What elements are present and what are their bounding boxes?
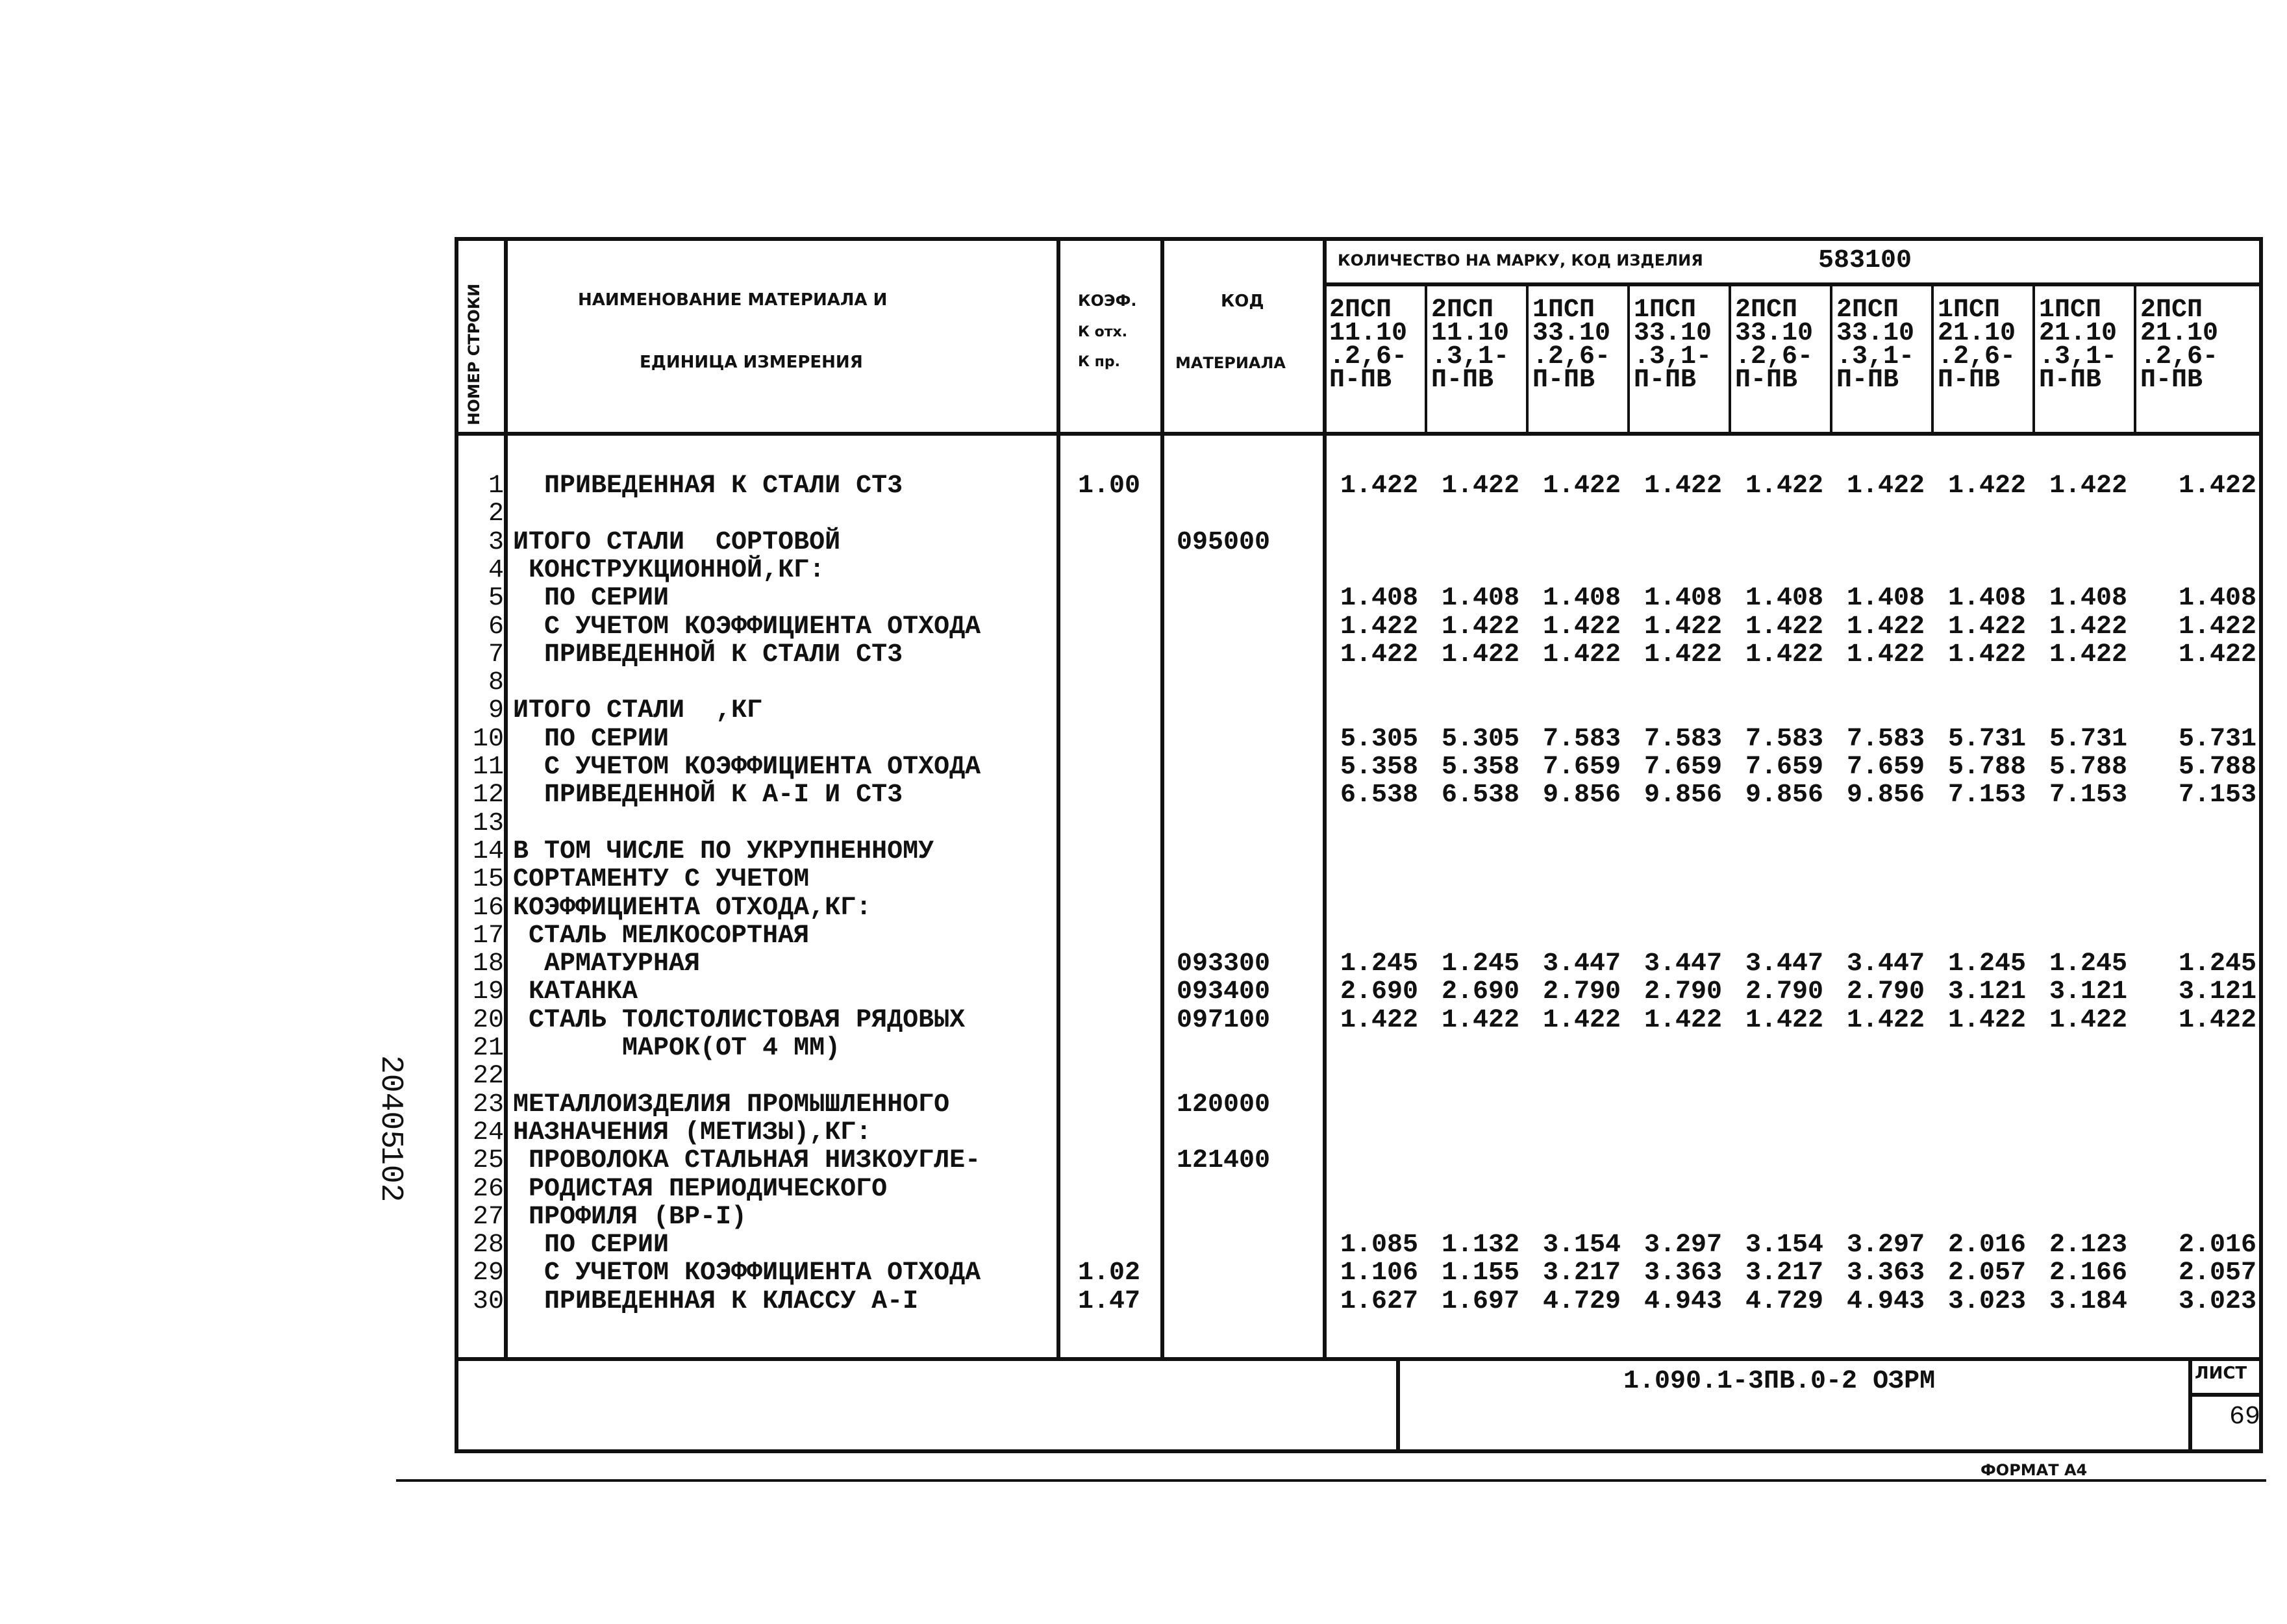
quantity-value: 5.731	[2178, 724, 2256, 754]
quantity-value: 1.422	[2049, 640, 2127, 669]
quantity-value: 3.217	[1745, 1258, 1823, 1288]
quantity-value: 3.447	[1846, 949, 1925, 979]
mark-label-line: П-ПВ	[1431, 366, 1494, 395]
quantity-value: 1.422	[1745, 612, 1823, 642]
row-number: 25	[472, 1146, 504, 1176]
row-number: 27	[472, 1202, 504, 1232]
mark-label-line: 1ПСП	[1938, 295, 2001, 325]
coef-header-line2: К отх.	[1078, 324, 1128, 340]
quantity-value: 1.106	[1340, 1258, 1418, 1288]
row-number: 21	[472, 1034, 504, 1063]
quantity-value: 9.856	[1846, 781, 1925, 810]
row-number: 11	[472, 753, 504, 782]
mark-label-line: 21.10	[1938, 319, 2016, 348]
quantity-value: 3.447	[1745, 949, 1823, 979]
material-name: С УЧЕТОМ КОЭФФИЦИЕНТА ОТХОДА	[513, 753, 981, 782]
quantity-value: 1.408	[1745, 584, 1823, 614]
quantity-value: 1.245	[1441, 949, 1519, 979]
quantity-value: 2.166	[2049, 1258, 2127, 1288]
row-number: 22	[472, 1062, 504, 1092]
title-block-divider	[1396, 1357, 1400, 1453]
row-number: 28	[472, 1230, 504, 1260]
quantity-value: 1.422	[1947, 471, 2026, 501]
row-number: 12	[472, 781, 504, 810]
mark-column-divider	[1830, 282, 1832, 432]
material-name: АРМАТУРНАЯ	[513, 949, 701, 979]
quantity-value: 3.121	[2049, 977, 2127, 1007]
material-name: КОЭФФИЦИЕНТА ОТХОДА,КГ:	[513, 893, 872, 923]
material-name: ПО СЕРИИ	[513, 1230, 669, 1260]
quantity-value: 3.121	[2178, 977, 2256, 1007]
mark-label-line: 1ПСП	[1634, 295, 1697, 325]
material-name: ПРИВЕДЕННАЯ К СТАЛИ СТ3	[513, 471, 903, 501]
coef-header-line1: КОЭФ.	[1078, 292, 1137, 310]
quantity-value: 1.245	[2049, 949, 2127, 979]
material-name: С УЧЕТОМ КОЭФФИЦИЕНТА ОТХОДА	[513, 1258, 981, 1288]
inventory-number: 20405	[373, 1055, 408, 1149]
quantity-value: 5.731	[2049, 724, 2127, 754]
quantity-value: 1.422	[1846, 1005, 1925, 1035]
mark-label-line: .3,1-	[1634, 342, 1712, 371]
mark-label-line: .2,6-	[2140, 342, 2219, 371]
quantity-value: 5.358	[1340, 753, 1418, 782]
title-block-top	[455, 1357, 2263, 1361]
quantity-value: 7.153	[2178, 781, 2256, 810]
row-number: 6	[488, 612, 504, 642]
mark-column-divider	[1627, 282, 1630, 432]
mark-label-line: 33.10	[1532, 319, 1611, 348]
mark-column-divider	[1729, 282, 1731, 432]
material-name: РОДИСТАЯ ПЕРИОДИЧЕСКОГО	[513, 1174, 888, 1204]
quantity-value: 3.297	[1846, 1230, 1925, 1260]
material-name: ПО СЕРИИ	[513, 584, 669, 614]
quantity-value: 7.583	[1643, 724, 1722, 754]
mark-label-line: П-ПВ	[2039, 366, 2102, 395]
mark-label-line: П-ПВ	[2140, 366, 2203, 395]
quantity-value: 1.422	[1846, 471, 1925, 501]
material-name: ИТОГО СТАЛИ ,КГ	[513, 696, 763, 726]
sheet-cell-divider	[2188, 1357, 2192, 1453]
quantity-value: 9.856	[1643, 781, 1722, 810]
material-name: СТАЛЬ МЕЛКОСОРТНАЯ	[513, 921, 810, 951]
format-label: ФОРМАТ А4	[1981, 1461, 2088, 1479]
mark-label-line: 2ПСП	[1836, 295, 1899, 325]
quantity-value: 3.154	[1745, 1230, 1823, 1260]
mark-label-line: .3,1-	[1431, 342, 1510, 371]
quantity-value: 1.422	[1542, 640, 1621, 669]
mark-label-line: .2,6-	[1532, 342, 1611, 371]
col-divider-coef	[1160, 237, 1164, 1357]
material-name: ПРОФИЛЯ (ВР-I)	[513, 1202, 747, 1232]
mark-label-line: 33.10	[1836, 319, 1915, 348]
quantity-value: 1.245	[2178, 949, 2256, 979]
quantity-value: 1.245	[1340, 949, 1418, 979]
quantity-value: 7.659	[1643, 753, 1722, 782]
quantity-value: 1.408	[1947, 584, 2026, 614]
quantity-value: 3.363	[1643, 1258, 1722, 1288]
document-designation: 1.090.1-3ПВ.0-2 ОЗРМ	[1623, 1367, 1936, 1396]
quantity-value: 5.358	[1441, 753, 1519, 782]
quantity-value: 1.422	[1643, 1005, 1722, 1035]
header-bottom-line	[455, 432, 2263, 436]
quantity-value: 1.085	[1340, 1230, 1418, 1260]
row-number: 3	[488, 527, 504, 557]
mark-label-line: 1ПСП	[1532, 295, 1595, 325]
quantity-value: 1.422	[1340, 1005, 1418, 1035]
coef-header-line3: К пр.	[1078, 354, 1120, 370]
mark-label-line: .3,1-	[2039, 342, 2118, 371]
row-number: 15	[472, 865, 504, 895]
quantity-value: 2.790	[1846, 977, 1925, 1007]
quantity-value: 1.408	[1643, 584, 1722, 614]
quantity-value: 1.422	[1340, 612, 1418, 642]
quantity-value: 7.659	[1745, 753, 1823, 782]
material-name: ПРОВОЛОКА СТАЛЬНАЯ НИЗКОУГЛЕ-	[513, 1146, 981, 1176]
frame-right	[2259, 237, 2263, 1453]
sheet-label: ЛИСТ	[2195, 1364, 2247, 1383]
quantity-value: 1.422	[2049, 1005, 2127, 1035]
quantity-value: 3.363	[1846, 1258, 1925, 1288]
quantity-value: 3.217	[1542, 1258, 1621, 1288]
qty-header-line	[1323, 282, 2263, 286]
quantity-value: 4.943	[1846, 1286, 1925, 1316]
quantity-value: 2.016	[1947, 1230, 2026, 1260]
quantity-value: 2.690	[1441, 977, 1519, 1007]
row-number: 20	[472, 1005, 504, 1035]
quantity-value: 1.422	[1745, 1005, 1823, 1035]
quantity-value: 4.943	[1643, 1286, 1722, 1316]
quantity-value: 1.422	[1542, 1005, 1621, 1035]
quantity-value: 1.422	[2049, 612, 2127, 642]
quantity-value: 3.447	[1542, 949, 1621, 979]
quantity-value: 1.408	[1340, 584, 1418, 614]
quantity-value: 1.422	[1947, 612, 2026, 642]
row-number: 30	[472, 1286, 504, 1316]
quantity-value: 1.422	[1846, 640, 1925, 669]
row-number: 29	[472, 1258, 504, 1288]
code-header-line2: МАТЕРИАЛА	[1175, 354, 1286, 372]
quantity-value: 1.422	[2178, 612, 2256, 642]
quantity-value: 1.422	[1441, 640, 1519, 669]
row-number: 19	[472, 977, 504, 1007]
material-name: КОНСТРУКЦИОННОЙ,КГ:	[513, 555, 825, 585]
quantity-value: 7.153	[1947, 781, 2026, 810]
name-header-line1: НАИМЕНОВАНИЕ МАТЕРИАЛА И	[578, 290, 888, 310]
mark-column-divider	[1425, 282, 1427, 432]
mark-label-line: П-ПВ	[1836, 366, 1899, 395]
frame-top	[455, 237, 2263, 241]
quantity-value: 6.538	[1340, 781, 1418, 810]
mark-label-line: 11.10	[1329, 319, 1408, 348]
margin-sheet-ref: 102	[373, 1146, 408, 1203]
product-code: 583100	[1818, 246, 1912, 275]
quantity-value: 1.627	[1340, 1286, 1418, 1316]
quantity-value: 1.422	[2178, 471, 2256, 501]
mark-label-line: 2ПСП	[2140, 295, 2203, 325]
row-number: 1	[488, 471, 504, 501]
quantity-value: 4.729	[1745, 1286, 1823, 1316]
material-code: 120000	[1177, 1090, 1271, 1119]
row-number: 14	[472, 836, 504, 866]
quantity-value: 1.422	[1643, 612, 1722, 642]
mark-label-line: .2,6-	[1938, 342, 2016, 371]
row-number: 9	[488, 696, 504, 726]
row-number: 18	[472, 949, 504, 979]
quantity-value: 5.788	[1947, 753, 2026, 782]
mark-label-line: П-ПВ	[1735, 366, 1798, 395]
quantity-value: 3.154	[1542, 1230, 1621, 1260]
quantity-value: 1.422	[1441, 471, 1519, 501]
quantity-value: 2.690	[1340, 977, 1418, 1007]
material-code: 097100	[1177, 1005, 1271, 1035]
material-name: ИТОГО СТАЛИ СОРТОВОЙ	[513, 527, 841, 557]
material-name: ПРИВЕДЕННАЯ К КЛАССУ А-I	[513, 1286, 919, 1316]
name-header-line2: ЕДИНИЦА ИЗМЕРЕНИЯ	[640, 353, 863, 372]
mark-label-line: П-ПВ	[1532, 366, 1595, 395]
row-number: 10	[472, 724, 504, 754]
quantity-value: 1.422	[2049, 471, 2127, 501]
mark-column-divider	[2134, 282, 2136, 432]
quantity-value: 5.788	[2178, 753, 2256, 782]
quantity-value: 5.788	[2049, 753, 2127, 782]
row-number: 8	[488, 668, 504, 698]
material-name: СОРТАМЕНТУ С УЧЕТОМ	[513, 865, 810, 895]
mark-label-line: 21.10	[2039, 319, 2118, 348]
mark-label-line: 2ПСП	[1329, 295, 1392, 325]
coefficient-value: 1.00	[1078, 471, 1141, 501]
quantity-value: 1.422	[1643, 640, 1722, 669]
code-header-line1: КОД	[1221, 292, 1264, 311]
row-number: 5	[488, 584, 504, 614]
quantity-value: 1.422	[1846, 612, 1925, 642]
row-number: 16	[472, 893, 504, 923]
mark-label-line: 1ПСП	[2039, 295, 2102, 325]
sheet-cell-line	[2188, 1393, 2263, 1397]
quantity-value: 1.408	[2178, 584, 2256, 614]
mark-column-divider	[1931, 282, 1934, 432]
quantity-value: 1.422	[1340, 471, 1418, 501]
row-number: 2	[488, 499, 504, 529]
quantity-value: 1.422	[1340, 640, 1418, 669]
row-number: 7	[488, 640, 504, 669]
quantity-value: 1.408	[1542, 584, 1621, 614]
quantity-value: 1.422	[1542, 471, 1621, 501]
quantity-value: 1.422	[1745, 640, 1823, 669]
quantity-value: 7.583	[1745, 724, 1823, 754]
mark-label-line: 2ПСП	[1735, 295, 1798, 325]
mark-column-divider	[2032, 282, 2035, 432]
material-name: ПО СЕРИИ	[513, 724, 669, 754]
quantity-value: 1.422	[2178, 1005, 2256, 1035]
material-code: 121400	[1177, 1146, 1271, 1176]
quantity-value: 9.856	[1542, 781, 1621, 810]
quantity-value: 2.057	[1947, 1258, 2026, 1288]
quantity-value: 3.447	[1643, 949, 1722, 979]
quantity-value: 7.583	[1542, 724, 1621, 754]
material-name: С УЧЕТОМ КОЭФФИЦИЕНТА ОТХОДА	[513, 612, 981, 642]
quantity-value: 1.408	[1441, 584, 1519, 614]
quantity-value: 7.659	[1846, 753, 1925, 782]
quantity-value: 4.729	[1542, 1286, 1621, 1316]
quantity-value: 3.023	[2178, 1286, 2256, 1316]
mark-label-line: 33.10	[1634, 319, 1712, 348]
quantity-value: 1.408	[2049, 584, 2127, 614]
mark-label-line: 11.10	[1431, 319, 1510, 348]
row-number: 24	[472, 1118, 504, 1147]
quantity-value: 2.790	[1745, 977, 1823, 1007]
quantity-value: 5.731	[1947, 724, 2026, 754]
row-number: 23	[472, 1090, 504, 1119]
qty-header-label: КОЛИЧЕСТВО НА МАРКУ, КОД ИЗДЕЛИЯ	[1338, 251, 1703, 269]
quantity-value: 7.659	[1542, 753, 1621, 782]
quantity-value: 1.408	[1846, 584, 1925, 614]
quantity-value: 3.184	[2049, 1286, 2127, 1316]
quantity-value: 2.790	[1643, 977, 1722, 1007]
coefficient-value: 1.02	[1078, 1258, 1141, 1288]
material-name: НАЗНАЧЕНИЯ (МЕТИЗЫ),КГ:	[513, 1118, 872, 1147]
row-number: 17	[472, 921, 504, 951]
mark-label-line: .3,1-	[1836, 342, 1915, 371]
material-name: В ТОМ ЧИСЛЕ ПО УКРУПНЕННОМУ	[513, 836, 934, 866]
quantity-value: 3.023	[1947, 1286, 2026, 1316]
quantity-value: 1.697	[1441, 1286, 1519, 1316]
material-name: ПРИВЕДЕННОЙ К СТАЛИ СТ3	[513, 640, 903, 669]
coefficient-value: 1.47	[1078, 1286, 1141, 1316]
material-name: КАТАНКА	[513, 977, 638, 1007]
quantity-value: 3.297	[1643, 1230, 1722, 1260]
row-number: 26	[472, 1174, 504, 1204]
quantity-value: 2.057	[2178, 1258, 2256, 1288]
material-name: ПРИВЕДЕННОЙ К А-I И СТ3	[513, 781, 903, 810]
row-number: 4	[488, 555, 504, 585]
mark-label-line: .2,6-	[1735, 342, 1814, 371]
quantity-value: 1.422	[1441, 1005, 1519, 1035]
quantity-value: 2.123	[2049, 1230, 2127, 1260]
quantity-value: 7.583	[1846, 724, 1925, 754]
quantity-value: 1.132	[1441, 1230, 1519, 1260]
mark-column-divider	[1526, 282, 1529, 432]
material-name: МАРОК(ОТ 4 ММ)	[513, 1034, 841, 1063]
frame-bottom	[455, 1449, 2263, 1453]
quantity-value: 2.016	[2178, 1230, 2256, 1260]
sheet-number: 69	[2229, 1403, 2261, 1432]
drawing-sheet	[455, 237, 2263, 1453]
bottom-rule	[396, 1479, 2266, 1482]
material-name: МЕТАЛЛОИЗДЕЛИЯ ПРОМЫШЛЕННОГО	[513, 1090, 950, 1119]
quantity-value: 6.538	[1441, 781, 1519, 810]
mark-label-line: П-ПВ	[1329, 366, 1392, 395]
material-code: 093300	[1177, 949, 1271, 979]
quantity-value: 5.305	[1340, 724, 1418, 754]
quantity-value: 1.155	[1441, 1258, 1519, 1288]
quantity-value: 1.422	[1947, 1005, 2026, 1035]
mark-label-line: 33.10	[1735, 319, 1814, 348]
col-divider-rownum	[504, 237, 508, 1357]
mark-label-line: 2ПСП	[1431, 295, 1494, 325]
material-name: СТАЛЬ ТОЛСТОЛИСТОВАЯ РЯДОВЫХ	[513, 1005, 966, 1035]
quantity-value: 1.422	[1542, 612, 1621, 642]
quantity-value: 1.422	[1745, 471, 1823, 501]
quantity-value: 3.121	[1947, 977, 2026, 1007]
quantity-value: 1.422	[1947, 640, 2026, 669]
mark-label-line: 21.10	[2140, 319, 2219, 348]
mark-label-line: П-ПВ	[1938, 366, 2001, 395]
material-code: 093400	[1177, 977, 1271, 1007]
material-code: 095000	[1177, 527, 1271, 557]
row-number-header: НОМЕР СТРОКИ	[465, 283, 483, 425]
row-number: 13	[472, 808, 504, 838]
col-divider-name	[1056, 237, 1060, 1357]
quantity-value: 1.422	[2178, 640, 2256, 669]
mark-label-line: .2,6-	[1329, 342, 1408, 371]
quantity-value: 1.245	[1947, 949, 2026, 979]
quantity-value: 5.305	[1441, 724, 1519, 754]
quantity-value: 2.790	[1542, 977, 1621, 1007]
quantity-value: 7.153	[2049, 781, 2127, 810]
mark-label-line: П-ПВ	[1634, 366, 1697, 395]
quantity-value: 1.422	[1643, 471, 1722, 501]
quantity-value: 1.422	[1441, 612, 1519, 642]
quantity-value: 9.856	[1745, 781, 1823, 810]
